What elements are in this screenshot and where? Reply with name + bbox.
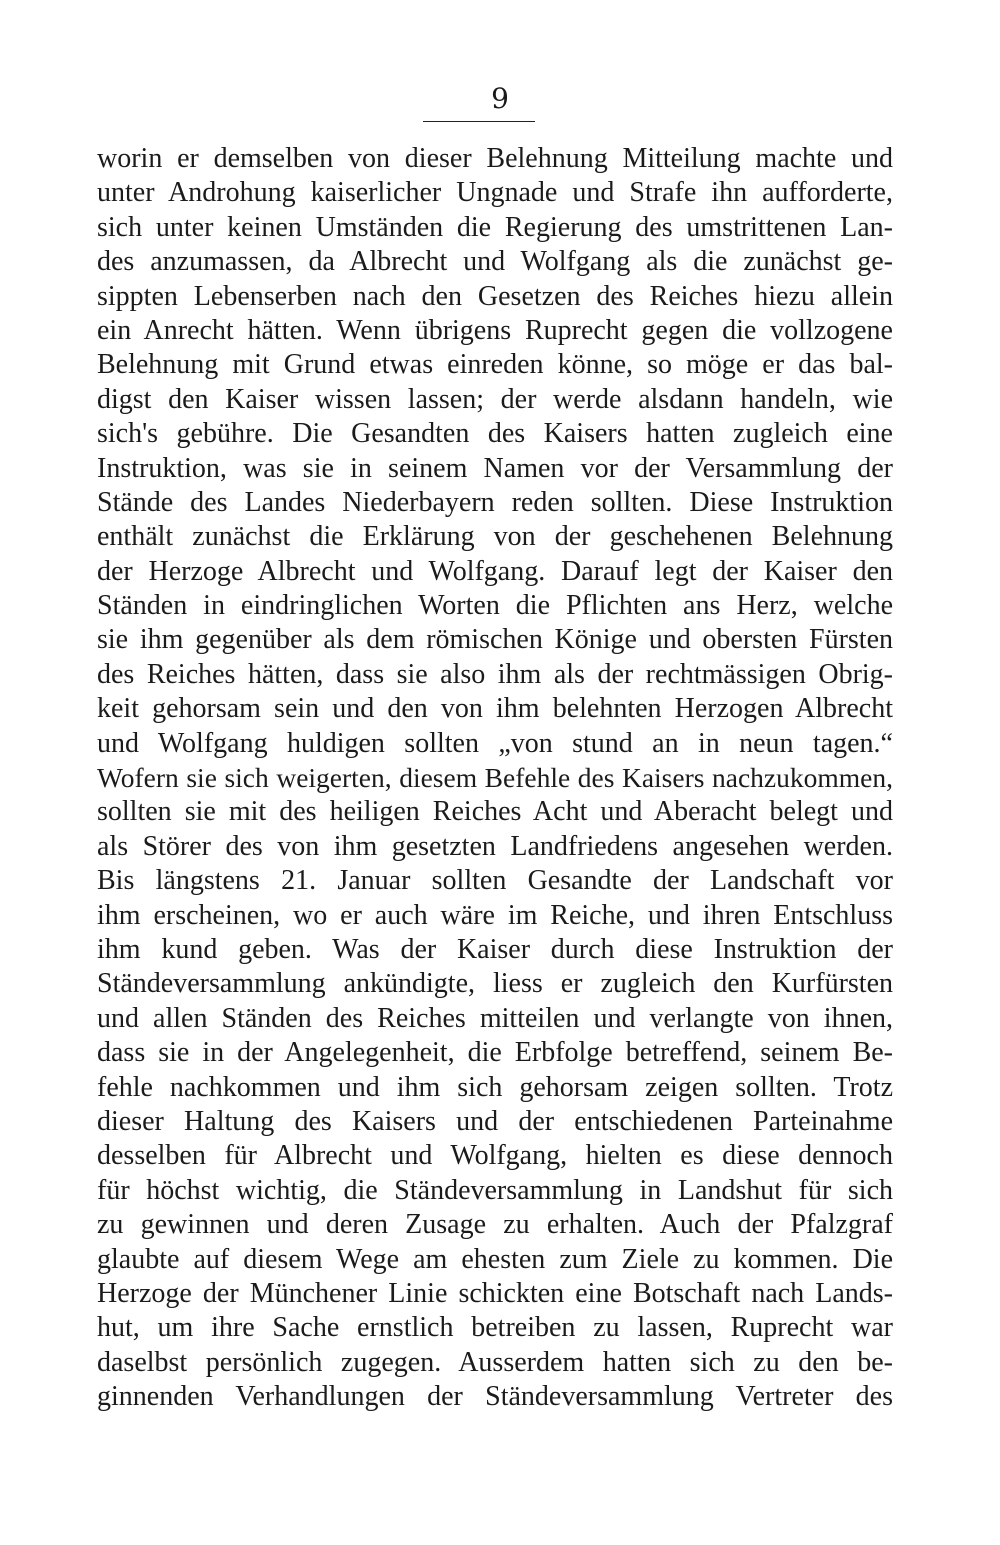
text-line: Ständeversammlung ankündigte, liess er zugleich den Kurfürsten — [97, 968, 893, 1000]
text-line: ginnenden Verhandlungen der Ständeversammlung Vertreter des — [97, 1381, 893, 1413]
text-line: hut, um ihre Sache ernstlich betreiben zu lassen, Ruprecht war — [97, 1312, 893, 1344]
text-line: des Reiches hätten, dass sie also ihm als der rechtmässigen Obrig- — [97, 658, 893, 690]
text-line: als Störer des von ihm gesetzten Landfriedens angesehen werden. — [97, 830, 893, 862]
text-line: digst den Kaiser wissen lassen; der werde alsdann handeln, wie — [97, 383, 893, 415]
text-line: dass sie in der Angelegenheit, die Erbfolge betreffend, seinem Be- — [97, 1037, 893, 1069]
text-line: des anzumassen, da Albrecht und Wolfgang als die zunächst ge- — [97, 246, 893, 278]
text-line: sollten sie mit des heiligen Reiches Acht und Aberacht belegt und — [97, 796, 893, 828]
text-line: sich unter keinen Umständen die Regierung des umstrittenen Lan- — [97, 211, 893, 243]
text-line: der Herzoge Albrecht und Wolfgang. Darauf legt der Kaiser den — [97, 555, 893, 587]
page-number: 9 — [491, 82, 509, 115]
text-line: Wofern sie sich weigerten, diesem Befehle des Kaisers nachzukommen, — [97, 762, 893, 794]
text-line: Instruktion, was sie in seinem Namen vor der Versammlung der — [97, 452, 893, 484]
text-line: Belehnung mit Grund etwas einreden könne, so möge er das bal- — [97, 349, 893, 381]
page-number-rule — [423, 121, 535, 122]
text-line: und allen Ständen des Reiches mitteilen und verlangte von ihnen, — [97, 1002, 893, 1034]
text-line: sippten Lebenserben nach den Gesetzen des Reiches hiezu allein — [97, 280, 893, 312]
text-line: glaubte auf diesem Wege am ehesten zum Ziele zu kommen. Die — [97, 1243, 893, 1275]
text-line: dieser Haltung des Kaisers und der entschiedenen Parteinahme — [97, 1105, 893, 1137]
text-line: Stände des Landes Niederbayern reden sollten. Diese Instruktion — [97, 486, 893, 518]
text-line: desselben für Albrecht und Wolfgang, hielten es diese dennoch — [97, 1140, 893, 1172]
text-line: Bis längstens 21. Januar sollten Gesandte der Landschaft vor — [97, 865, 893, 897]
body-text — [97, 142, 893, 1414]
text-line: Herzoge der Münchener Linie schickten eine Botschaft nach Lands- — [97, 1277, 893, 1309]
text-line: sie ihm gegenüber als dem römischen Könige und obersten Fürsten — [97, 624, 893, 656]
text-line: für höchst wichtig, die Ständeversammlung in Landshut für sich — [97, 1174, 893, 1206]
text-line: zu gewinnen und deren Zusage zu erhalten. Auch der Pfalzgraf — [97, 1209, 893, 1241]
text-line: unter Androhung kaiserlicher Ungnade und Strafe ihn aufforderte, — [97, 177, 893, 209]
text-line: sich's gebühre. Die Gesandten des Kaisers hatten zugleich eine — [97, 418, 893, 450]
text-line: fehle nachkommen und ihm sich gehorsam zeigen sollten. Trotz — [97, 1071, 893, 1103]
text-line: enthält zunächst die Erklärung von der geschehenen Belehnung — [97, 521, 893, 553]
text-line: keit gehorsam sein und den von ihm belehnten Herzogen Albrecht — [97, 693, 893, 725]
text-line: ihm kund geben. Was der Kaiser durch diese Instruktion der — [97, 933, 893, 965]
text-line: ihm erscheinen, wo er auch wäre im Reiche, und ihren Entschluss — [97, 899, 893, 931]
text-line: ein Anrecht hätten. Wenn übrigens Ruprecht gegen die vollzogene — [97, 314, 893, 346]
text-line: und Wolfgang huldigen sollten „von stund an in neun tagen.“ — [97, 727, 893, 759]
text-line: worin er demselben von dieser Belehnung Mitteilung machte und — [97, 143, 893, 174]
text-line: daselbst persönlich zugegen. Ausserdem hatten sich zu den be- — [97, 1346, 893, 1378]
text-line: Ständen in eindringlichen Worten die Pflichten ans Herz, welche — [97, 590, 893, 622]
